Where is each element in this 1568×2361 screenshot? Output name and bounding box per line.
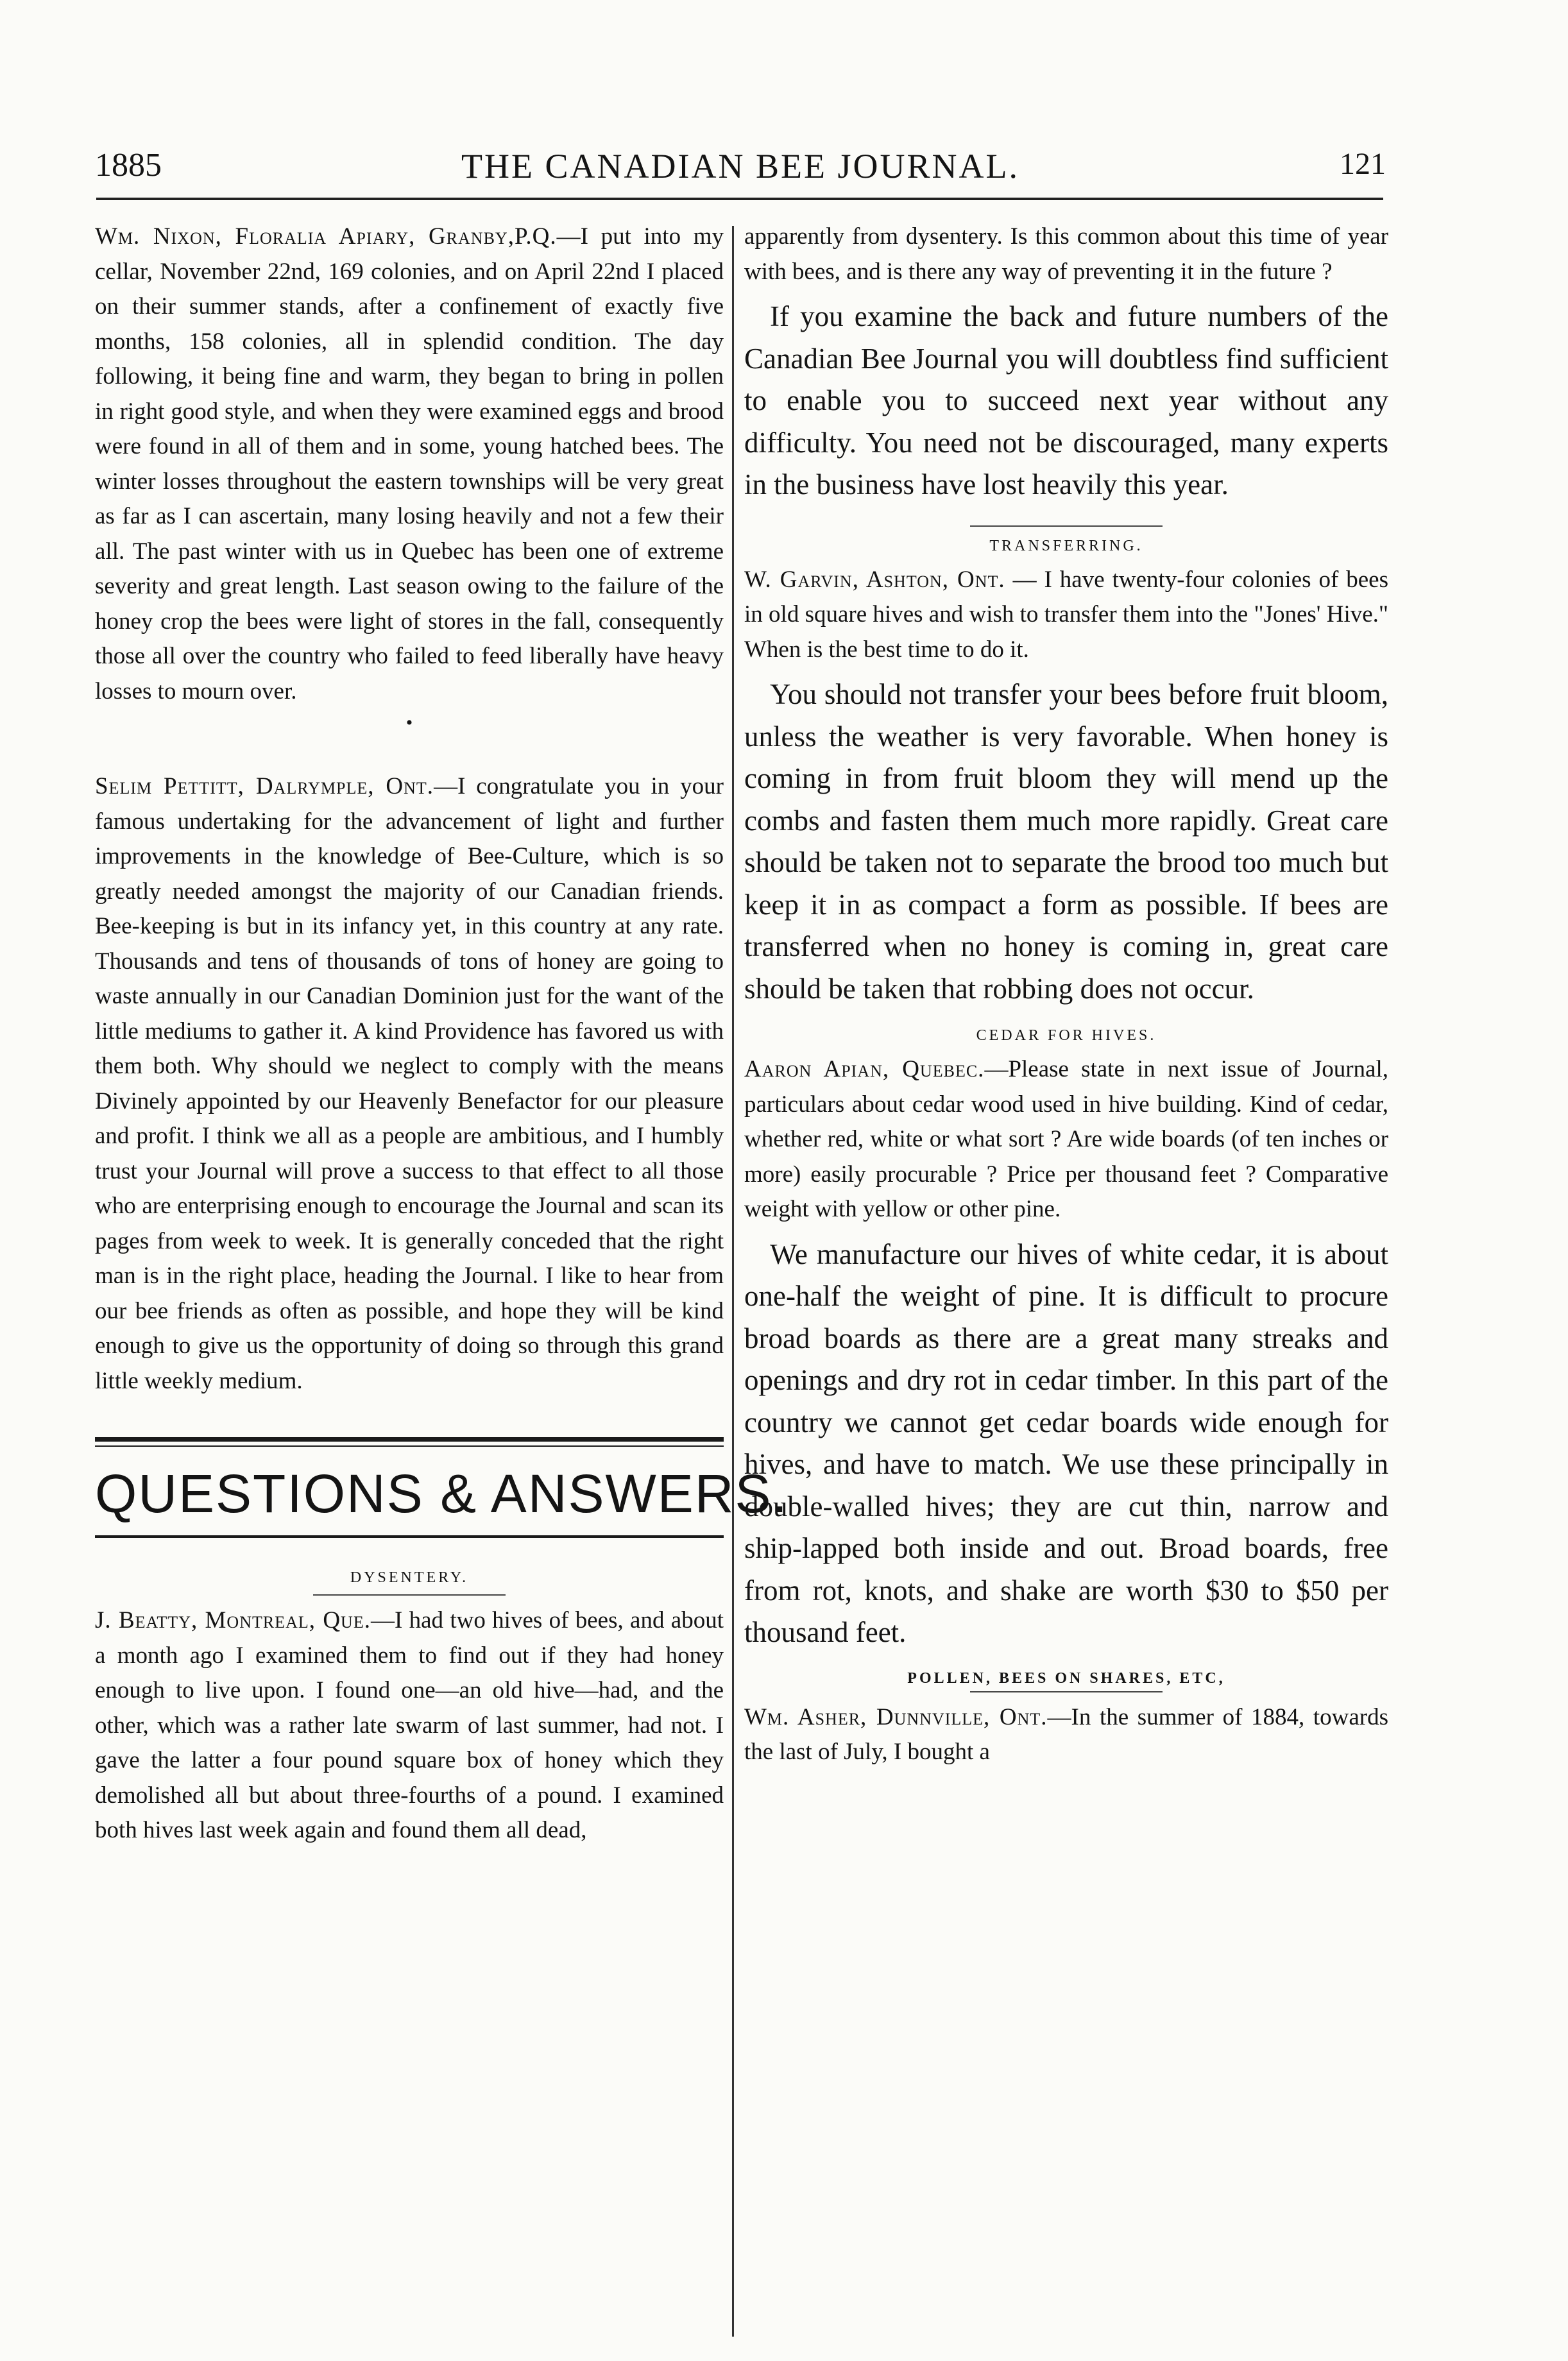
page-number: 121 xyxy=(1340,147,1386,181)
answer-transferring xyxy=(744,674,1388,1010)
question-body: — I have twenty-four colonies of bees in old square hives and wish to transfer them into the "Jones' Hive." When is the best time to do it. xyxy=(744,566,1388,663)
question-transferring xyxy=(744,563,1388,668)
question-author: Wm. Asher, Dunnville, Ont. xyxy=(744,1703,1048,1730)
letter-nixon xyxy=(95,219,724,709)
spacer xyxy=(95,741,724,769)
letter-paragraph xyxy=(95,219,724,709)
letter-body: —I congratulate you in your famous undertaking for the advancement of light and further improvements in the knowledge of Bee-Culture, which is so greatly needed amongst the majority of our Canadian friends. Bee-keeping is but in its infancy yet, in this country at any rate. Thousands and tens of thousands of tons of honey are going to waste annually in our Canadian Dominion just for the want of the little mediums to gather it. A kind Providence has favored us with them both. Why should we neglect to comply with the means Divinely appointed by our Heavenly Benefactor for our pleasure and profit. I think we all as a people are ambitious, and I humbly trust your Journal will prove a success to that effect to all those who are enterprising enough to encourage the Journal and scan its pages from week to week. It is generally conceded that the right man is in the right place, heading the Journal. I like to hear from our bee friends as often as possible, and hope they will be kind enough to give us the opportunity of doing so through this grand little weekly medium. xyxy=(95,773,724,1394)
section-rule-thin xyxy=(95,1445,724,1447)
letter-author: Wm. Nixon, Floralia Apiary, Granby,P.Q. xyxy=(95,223,557,250)
answer-cedar xyxy=(744,1234,1388,1654)
letter-author: Selim Pettitt, Dalrymple, Ont. xyxy=(95,773,434,799)
question-pollen xyxy=(744,1700,1388,1770)
letter-pettitt xyxy=(95,769,724,1399)
page-header xyxy=(95,146,1386,204)
answer-paragraph: We manufacture our hives of white cedar, it is about one-half the weight of pine. It is difficult to procure broad boards as there are a great many streaks and openings and dry rot in cedar timber. In this part of the country we cannot get cedar boards wide enough for hives, and have to match. We use these principally in double-walled hives; they are cut thin, narrow and ship-lapped both inside and out. Broad boards, free from rot, knots, and shake are worth $30 to $50 per thousand feet. xyxy=(744,1238,1388,1648)
column-divider xyxy=(732,226,734,2337)
right-column xyxy=(744,219,1388,1770)
question-paragraph: apparently from dysentery. Is this common about this time of year with bees, and is there any way of preventing it in the future ? xyxy=(744,223,1388,285)
question-paragraph xyxy=(744,563,1388,668)
section-title-questions-answers: QUESTIONS & ANSWERS. xyxy=(95,1463,788,1524)
subhead-dysentery: DYSENTERY. xyxy=(350,1569,469,1586)
question-dysentery xyxy=(95,1603,724,1848)
subhead-pollen: POLLEN, BEES ON SHARES, ETC, xyxy=(907,1669,1225,1687)
question-author: Aaron Apian, Quebec. xyxy=(744,1056,985,1082)
subhead-transferring: TRANSFERRING. xyxy=(989,537,1143,554)
question-body: —In the summer of 1884, towards the last of July, I bought a xyxy=(744,1703,1388,1765)
letter-paragraph xyxy=(95,769,724,1399)
left-column xyxy=(95,219,788,1848)
question-paragraph xyxy=(744,1052,1388,1227)
header-year: 1885 xyxy=(95,147,162,183)
answer-dysentery xyxy=(744,296,1388,506)
subhead-rule xyxy=(313,1594,506,1596)
subhead-cedar: CEDAR FOR HIVES. xyxy=(976,1027,1157,1044)
question-paragraph xyxy=(95,1603,724,1848)
journal-title: THE CANADIAN BEE JOURNAL. xyxy=(461,147,1019,185)
answer-paragraph: If you examine the back and future numbers of the Canadian Bee Journal you will doubtless find sufficient to enable you to succeed next year without any difficulty. You need not be discouraged, many experts in the business have lost heavily this year. xyxy=(744,300,1388,500)
subhead-rule xyxy=(970,1691,1163,1692)
question-author: W. Garvin, Ashton, Ont. xyxy=(744,566,1005,593)
question-cedar xyxy=(744,1052,1388,1227)
question-body: —Please state in next issue of Journal, particulars about cedar wood used in hive building. Kind of cedar, whether red, white or what sort ? Are wide boards (of ten inches or more) easily procurable ? Price per thousand feet ? Comparative weight with yellow or other pine. xyxy=(744,1056,1388,1222)
separator-dot: • xyxy=(405,712,413,733)
header-rule xyxy=(96,198,1383,200)
subhead-rule xyxy=(970,525,1163,527)
section-rule-thick xyxy=(95,1437,724,1442)
question-dysentery-continued xyxy=(744,219,1388,289)
question-author: J. Beatty, Montreal, Que. xyxy=(95,1607,371,1633)
question-body: —I had two hives of bees, and about a month ago I examined them to find out if they had honey enough to live upon. I found one—an old hive—had, and the other, which was a rather late swarm of last summer, had not. I gave the latter a four pound square box of honey which they demolished all but about three-fourths of a pound. I examined both hives last week again and found them all dead, xyxy=(95,1607,724,1843)
letter-body: —I put into my cellar, November 22nd, 169 colonies, and on April 22nd I placed on their summer stands, after a confinement of exactly five months, 158 colonies, all in splendid condition. The day following, it being fine and warm, they began to bring in pollen in right good style, and when they were examined eggs and brood were found in all of them and in some, young hatched bees. The winter losses throughout the eastern townships will be very great as far as I can ascertain, many losing heavily and not a few their all. The past winter with us in Quebec has been one of extreme severity and great length. Last season owing to the failure of the honey crop the bees were light of stores in the fall, consequently those all over the country who failed to feed liberally have heavy losses to mourn over. xyxy=(95,223,724,704)
answer-paragraph: You should not transfer your bees before fruit bloom, unless the weather is very favorable. When honey is coming in from fruit bloom they will mend up the combs and fasten them much more rapidly. Great care should be taken not to separate the brood too much but keep it in as compact a form as possible. If bees are transferred when no honey is coming in, great care should be taken that robbing does not occur. xyxy=(744,678,1388,1005)
section-title-rule xyxy=(95,1535,724,1538)
question-paragraph xyxy=(744,1700,1388,1770)
